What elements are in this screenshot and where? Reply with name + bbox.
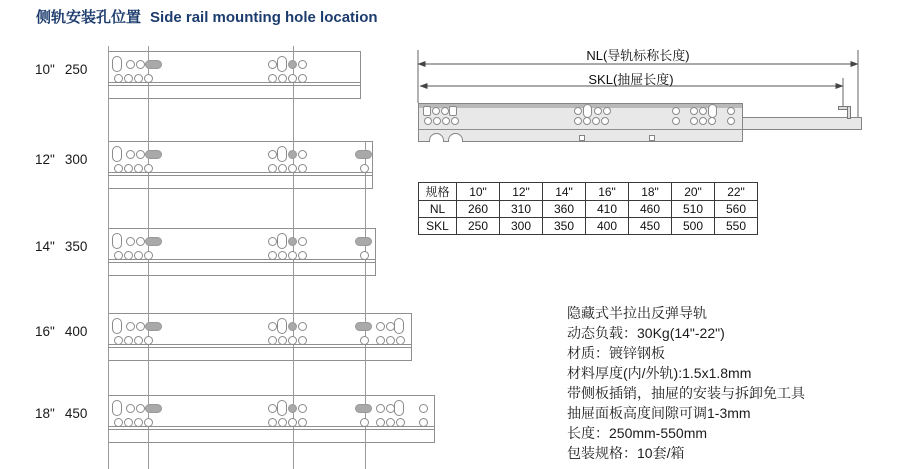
rail-lip-line [108,259,376,263]
mounting-hole [134,164,143,173]
mounting-hole [424,117,432,125]
spec-value: 360 [543,201,586,218]
rail-size-label [35,324,87,339]
mounting-hole [277,56,287,72]
rail-lip-line [108,82,361,86]
spec-value: 14" [543,183,586,201]
mounting-hole [277,400,287,416]
mounting-hole [145,404,162,413]
mounting-hole [124,336,133,345]
mounting-hole [298,237,307,246]
mounting-hole [441,107,449,115]
mounting-hole [594,107,602,115]
mounting-hole [134,74,143,83]
mounting-hole [134,251,143,260]
mounting-hole [278,251,287,260]
skl-dimension-label: SKL(抽屉长度) [588,72,674,87]
mounting-hole [727,107,735,115]
mounting-hole [699,117,707,125]
spec-value: 260 [457,201,500,218]
feature-line: 带侧板插销，抽屉的安装与拆卸免工具 [567,385,805,401]
mounting-hole [396,336,405,345]
spec-value: 350 [543,218,586,235]
product-features [567,303,805,463]
spec-value: 18" [629,183,672,201]
mounting-hole [136,322,145,331]
mounting-hole [136,237,145,246]
mounting-hole [114,251,123,260]
spec-table-row [419,218,758,235]
spec-value: 510 [672,201,715,218]
mounting-hole [394,318,404,334]
rail-size-label [35,239,87,254]
mounting-hole [114,336,123,345]
mounting-hole [268,74,277,83]
mounting-tab [579,135,585,141]
spec-value: 22" [715,183,758,201]
mounting-hole [288,74,297,83]
mounting-hole [396,418,405,427]
mounting-hole [126,150,135,159]
mounting-hole [433,117,441,125]
mounting-hole [136,150,145,159]
mounting-hole [136,60,145,69]
rail-size-inch: 12" [35,152,55,167]
mounting-hole [126,322,135,331]
mounting-hole [126,404,135,413]
page-title [36,6,378,27]
mounting-hole [672,117,680,125]
mounting-hole [708,117,716,125]
mounting-hole [419,418,428,427]
mounting-hole [144,74,153,83]
mounting-hole [376,322,385,331]
rail-size-inch: 18" [35,406,55,421]
mounting-hole [298,418,307,427]
mounting-hole [386,336,395,345]
spec-value: 410 [586,201,629,218]
mounting-hole [278,418,287,427]
mounting-hole [432,107,440,115]
mounting-hole [134,336,143,345]
mounting-hole [112,146,122,162]
spec-table [418,182,758,235]
spec-value: 460 [629,201,672,218]
mounting-hole [298,404,307,413]
spec-value: 20" [672,183,715,201]
mounting-hole [298,74,307,83]
mounting-hole [360,164,369,173]
spec-table-row [419,183,758,201]
mounting-hole [574,117,582,125]
rail-size-mm: 250 [64,62,88,77]
mounting-hole [708,104,717,118]
rail-size-mm: 450 [64,406,88,421]
spec-value: 250 [457,218,500,235]
mounting-hole [451,117,459,125]
mounting-hole [124,164,133,173]
mounting-hole [144,251,153,260]
mounting-hole [442,117,450,125]
mounting-hole [124,251,133,260]
spec-row-name: NL [419,201,457,218]
spec-value: 12" [500,183,543,201]
spec-value: 300 [500,218,543,235]
mounting-hole [268,60,277,69]
mounting-hole [278,74,287,83]
mounting-hole [355,150,372,159]
mounting-hole [124,74,133,83]
mounting-hole [355,404,372,413]
mounting-hole [355,237,372,246]
mounting-cutout-arc [448,133,463,142]
mounting-hole [288,251,297,260]
mounting-hole [298,322,307,331]
mounting-hole [601,117,609,125]
mounting-hole [672,107,680,115]
spec-value: 310 [500,201,543,218]
spec-table-row [419,201,758,218]
mounting-hole [268,336,277,345]
feature-line: 材料厚度(内/外轨):1.5x1.8mm [567,365,752,381]
page-title-zh: 侧轨安装孔位置 [36,9,142,26]
mounting-hole [136,404,145,413]
mounting-hole [277,233,287,249]
mounting-hole [360,418,369,427]
rear-hook-icon [847,106,851,119]
mounting-hole [114,164,123,173]
rail-size-mm: 350 [64,239,88,254]
rail-size-label [35,406,87,421]
mounting-hole [288,322,297,331]
spec-row-name: 规格 [419,183,457,201]
mounting-hole [144,336,153,345]
mounting-hole [376,418,385,427]
mounting-hole [145,150,162,159]
mounting-hole [126,237,135,246]
mounting-hole [419,404,428,413]
mounting-hole [288,404,297,413]
mounting-hole [355,322,372,331]
mounting-hole [288,150,297,159]
mounting-hole [114,418,123,427]
rail-size-mm: 400 [64,324,88,339]
mounting-hole [699,107,707,115]
mounting-hole [298,251,307,260]
mounting-hole [386,418,395,427]
rail-size-label [35,62,87,77]
mounting-hole [360,251,369,260]
mounting-hole [268,150,277,159]
spec-value: 400 [586,218,629,235]
mounting-hole [277,318,287,334]
spec-value: 450 [629,218,672,235]
mounting-hole [112,233,122,249]
rail-lip-line [108,344,412,348]
mounting-hole [112,56,122,72]
feature-line: 材质：镀锌钢板 [567,345,665,361]
mounting-hole [288,336,297,345]
mounting-tab [649,135,655,141]
page-title-en: Side rail mounting hole location [150,9,378,26]
mounting-hole [449,106,457,116]
guide-line-1 [108,46,109,469]
mounting-hole [145,60,162,69]
slide-rail-lip-line [418,129,743,130]
rail-size-label [35,152,87,167]
mounting-hole [592,117,600,125]
mounting-hole [134,418,143,427]
mounting-hole [690,117,698,125]
mounting-hole [268,418,277,427]
mounting-hole [114,74,123,83]
mounting-hole [298,336,307,345]
mounting-cutout-arc [429,133,444,142]
mounting-hole [112,318,122,334]
mounting-hole [583,104,592,118]
mounting-hole [727,117,735,125]
mounting-hole [376,404,385,413]
mounting-hole [288,237,297,246]
mounting-hole [268,322,277,331]
feature-line: 隐藏式半拉出反弹导轨 [567,305,707,321]
mounting-hole [574,107,582,115]
mounting-hole [298,164,307,173]
rail-size-inch: 10" [35,62,55,77]
mounting-hole [583,117,591,125]
mounting-hole [288,418,297,427]
mounting-hole [144,164,153,173]
mounting-hole [394,400,404,416]
feature-line: 动态负载：30Kg(14"-22") [567,325,725,341]
feature-line: 抽屉面板高度间隙可调1-3mm [567,405,751,421]
mounting-hole [603,107,611,115]
feature-line: 包装规格：10套/箱 [567,445,685,461]
mounting-hole [112,400,122,416]
feature-line: 长度：250mm-550mm [567,425,708,441]
rail-size-mm: 300 [64,152,88,167]
mounting-hole [144,418,153,427]
mounting-hole [298,150,307,159]
rail-lip-line [108,172,373,176]
mounting-hole [277,146,287,162]
spec-value: 10" [457,183,500,201]
mounting-hole [268,251,277,260]
rail-size-inch: 16" [35,324,55,339]
mounting-hole [268,404,277,413]
mounting-hole [278,336,287,345]
mounting-hole [145,237,162,246]
spec-value: 16" [586,183,629,201]
mounting-hole [278,164,287,173]
mounting-hole [145,322,162,331]
mounting-hole [288,164,297,173]
mounting-hole [268,164,277,173]
spec-row-name: SKL [419,218,457,235]
spec-value: 500 [672,218,715,235]
mounting-hole [376,336,385,345]
mounting-hole [690,107,698,115]
nl-dimension-label: NL(导轨标称长度) [586,48,690,63]
mounting-hole [288,60,297,69]
mounting-hole [298,60,307,69]
rail-size-inch: 14" [35,239,55,254]
mounting-hole [126,60,135,69]
mounting-hole [124,418,133,427]
mounting-hole [360,336,369,345]
spec-value: 560 [715,201,758,218]
mounting-hole [268,237,277,246]
mounting-hole [423,106,431,116]
rail-lip-line [108,426,435,430]
spec-value: 550 [715,218,758,235]
